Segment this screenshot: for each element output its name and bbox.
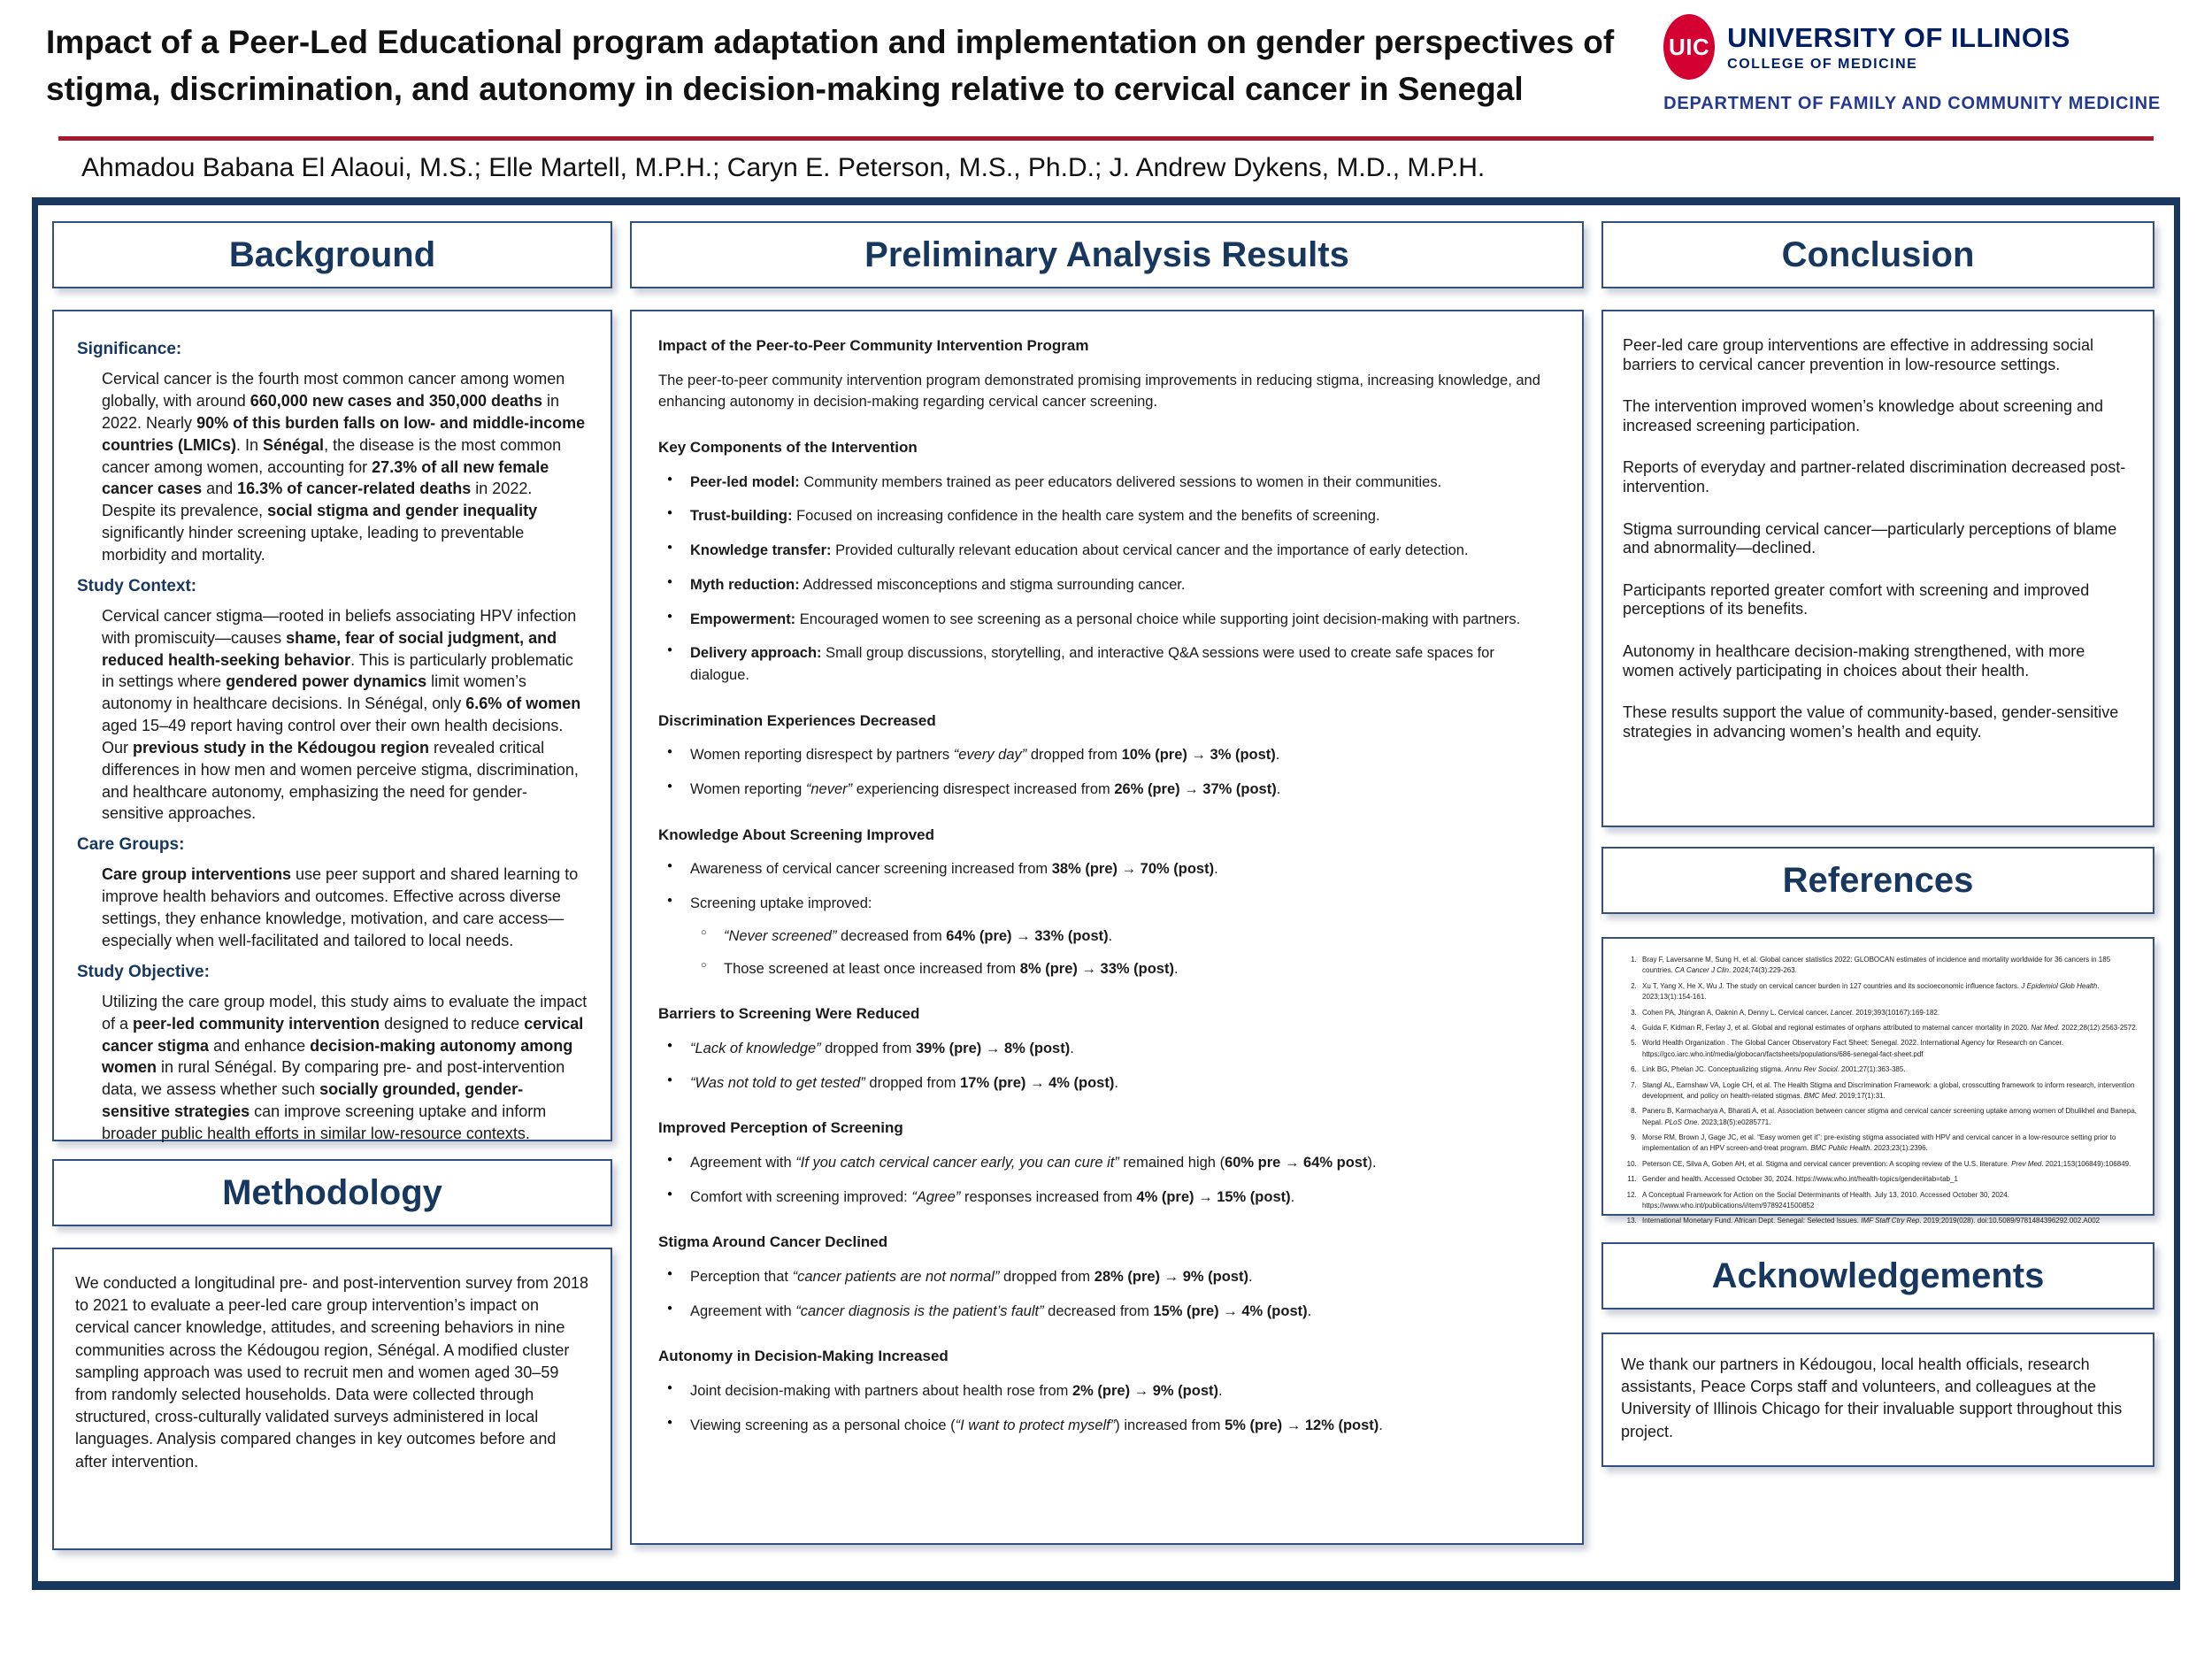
title-line-1: Impact of a Peer-Led Educational program adaptation and implementation on gender perspectives of <box>46 24 1615 60</box>
results-bullet-list <box>658 1266 1555 1323</box>
uic-logo-icon: UIC <box>1663 14 1715 80</box>
poster-header <box>0 0 2212 133</box>
results-section-heading: Stigma Around Cancer Declined <box>658 1233 888 1251</box>
results-bullet: ● Peer-led model: Community members trained as peer educators delivered sessions to women in their communities. <box>658 472 1555 494</box>
reference-item: 4. Guida F, Kidman R, Ferlay J, et al. Global and regional estimates of orphans attributed to maternal cancer mortality in 2020. Nat Med. 2022;28(12):2563-2572. <box>1639 1023 2140 1033</box>
results-bullet: ● Delivery approach: Small group discussions, storytelling, and interactive Q&A sessions were used to create safe spaces for dialogue. <box>658 642 1555 687</box>
title-divider-rule <box>58 136 2154 141</box>
results-bullet: ● Women reporting disrespect by partners “every day” dropped from 10% (pre) → 3% (post). <box>658 744 1555 766</box>
results-bullet: ● Myth reduction: Addressed misconceptions and stigma surrounding cancer. <box>658 574 1555 596</box>
reference-item: 10. Peterson CE, Silva A, Goben AH, et al. Stigma and cervical cancer prevention: A scoping review of the U.S. literature. Prev Med. 2021;153(106849):106849. <box>1639 1159 2140 1170</box>
background-paragraph: Cervical cancer stigma—rooted in beliefs associating HPV infection with promiscuity—causes shame, fear of social judgment, and reduced health-seeking behavior. This is particularly problematic in settings where gendered power dynamics limit women’s autonomy in healthcare decisions. In Sénégal, only 6.6% of women aged 15–49 report having control over their own health decisions. Our previous study in the Kédougou region revealed critical differences in how men and women perceive stigma, discrimination, and healthcare autonomy, emphasizing the need for gender-sensitive approaches. <box>102 606 581 823</box>
results-bullet: ● “Lack of knowledge” dropped from 39% (pre) → 8% (post). <box>658 1038 1555 1060</box>
reference-item: 8. Paneru B, Karmacharya A, Bharati A, et al. Association between cancer stigma and cervical cancer screening uptake among women of Dhulikhel and Banepa, Nepal. PLoS One. 2023;18(5):e0285771. <box>1639 1106 2140 1128</box>
background-subheading: Significance: <box>77 340 182 358</box>
conclusion-title: Conclusion <box>1781 234 1975 274</box>
logo-department-name: DEPARTMENT OF FAMILY AND COMMUNITY MEDICINE <box>1663 94 2161 113</box>
results-section-heading: Improved Perception of Screening <box>658 1119 903 1137</box>
results-bullet: ● Empowerment: Encouraged women to see screening as a personal choice while supporting joint decision-making with partners. <box>658 609 1555 631</box>
reference-item: 1. Bray F, Laversanne M, Sung H, et al. Global cancer statistics 2022: GLOBOCAN estimates of incidence and mortality worldwide for 36 cancers in 185 countries. CA Cancer J Clin. 2024;74(3):229-263. <box>1639 955 2140 977</box>
column-background <box>52 221 612 1550</box>
background-title: Background <box>228 234 436 274</box>
results-section <box>658 1002 1555 1094</box>
results-bullet: ● Trust-building: Focused on increasing confidence in the health care system and the benefits of screening. <box>658 505 1555 527</box>
acknowledgements-content-box <box>1601 1333 2154 1467</box>
results-sections <box>658 334 1555 1436</box>
results-bullet: ● Comfort with screening improved: “Agree” responses increased from 4% (pre) → 15% (post). <box>658 1187 1555 1209</box>
results-section <box>658 710 1555 801</box>
results-title: Preliminary Analysis Results <box>864 234 1349 274</box>
conclusion-paragraphs <box>1623 336 2133 741</box>
results-section-heading: Knowledge About Screening Improved <box>658 826 935 843</box>
conclusion-paragraph: Stigma surrounding cervical cancer—particularly perceptions of blame and abnormality—declined. <box>1623 519 2117 557</box>
conclusion-content-box <box>1601 310 2154 827</box>
results-bullet: ● Viewing screening as a personal choice (“I want to protect myself”) increased from 5% (pre) → 12% (post). <box>658 1415 1555 1437</box>
results-bullet: ● Perception that “cancer patients are not normal” dropped from 28% (pre) → 9% (post). <box>658 1266 1555 1288</box>
results-bullet: ● “Was not told to get tested” dropped from 17% (pre) → 4% (post). <box>658 1072 1555 1094</box>
acknowledgements-title: Acknowledgements <box>1711 1256 2045 1295</box>
reference-item: 11. Gender and health. Accessed October 30, 2024. https://www.who.int/health-topics/gender#tab=tab_1 <box>1639 1174 2140 1185</box>
references-header-box <box>1601 847 2154 914</box>
conclusion-paragraph: Peer-led care group interventions are effective in addressing social barriers to cervical cancer prevention in low-resource settings. <box>1623 336 2093 373</box>
reference-item: 9. Morse RM, Brown J, Gage JC, et al. “Easy women get it”: pre-existing stigma associated with HPV and cervical cancer in a low-resource setting prior to implementation of an HPV screen-and-treat program. BMC Public Health. 2023;23(1):2396. <box>1639 1133 2140 1155</box>
results-bullet: ● Knowledge transfer: Provided culturally relevant education about cervical cancer and the importance of early detection. <box>658 540 1555 562</box>
results-section <box>658 1231 1555 1322</box>
results-bullet: ● Awareness of cervical cancer screening increased from 38% (pre) → 70% (post). <box>658 858 1555 880</box>
logo-university-name: UNIVERSITY OF ILLINOIS <box>1727 21 2070 53</box>
results-bullet-list <box>658 1152 1555 1209</box>
background-blocks <box>77 338 588 1145</box>
results-bullet-list <box>658 1380 1555 1437</box>
methodology-title: Methodology <box>222 1172 442 1212</box>
acknowledgements-header-box <box>1601 1242 2154 1310</box>
conclusion-paragraph: Autonomy in healthcare decision-making strengthened, with more women actively participating in choices about their health. <box>1623 641 2085 680</box>
background-paragraph: Cervical cancer is the fourth most common cancer among women globally, with around 660,000 new cases and 350,000 deaths in 2022. Nearly 90% of this burden falls on low- and middle-income countries (LMICs). In Sénégal, the disease is the most common cancer among women, accounting for 27.3% of all new female cancer cases and 16.3% of cancer-related deaths in 2022. Despite its prevalence, social stigma and gender inequality significantly hinder screening uptake, leading to preventable morbidity and mortality. <box>102 370 586 564</box>
title-line-2: stigma, discrimination, and autonomy in decision-making relative to cervical cancer in Senegal <box>46 70 1524 107</box>
conclusion-paragraph: These results support the value of community-based, gender-sensitive strategies in advancing women’s health and equity. <box>1623 703 2119 741</box>
results-bullet-list <box>658 472 1555 687</box>
results-bullet-list <box>658 744 1555 801</box>
results-sub-bullet: ○ Those screened at least once increased from 8% (pre) → 33% (post). <box>690 958 1555 980</box>
conclusion-header-box <box>1601 221 2154 288</box>
conclusion-paragraph: Participants reported greater comfort with screening and improved perceptions of its benefits. <box>1623 580 2090 618</box>
results-bullet: ● Agreement with “cancer diagnosis is the patient’s fault” decreased from 15% (pre) → 4% (post). <box>658 1301 1555 1323</box>
reference-item: 5. World Health Organization . The Global Cancer Observatory Fact Sheet: Senegal. 2022. International Agency for Research on Cancer. https://gco.iarc.who.int/media/globocan/factsheets/populations/686-senegal-fact-sheet.pdf <box>1639 1038 2140 1060</box>
background-subheading: Care Groups: <box>77 835 185 855</box>
methodology-content-box <box>52 1248 612 1550</box>
results-section <box>658 824 1555 980</box>
conclusion-paragraph: Reports of everyday and partner-related discrimination decreased post-intervention. <box>1623 458 2126 495</box>
results-bullet: ● Agreement with “If you catch cervical cancer early, you can cure it” remained high (60% pre → 64% post). <box>658 1152 1555 1174</box>
uic-logo <box>1663 14 2161 114</box>
background-subheading: Study Context: <box>77 576 197 595</box>
references-title: References <box>1782 860 1974 900</box>
references-list <box>1612 955 2140 1227</box>
results-section <box>658 1345 1555 1436</box>
results-bullet-list <box>658 1038 1555 1094</box>
results-section <box>658 1117 1555 1208</box>
column-results <box>630 221 1584 1550</box>
conclusion-paragraph: The intervention improved women’s knowledge about screening and increased screening participation. <box>1623 397 2103 434</box>
acknowledgements-text: We thank our partners in Kédougou, local health officials, research assistants, Peace Corps staff and volunteers, and colleagues at the University of Illinois Chicago for their invaluable support throughout this project. <box>1621 1356 2123 1440</box>
reference-item: 2. Xu T, Yang X, He X, Wu J. The study on cervical cancer burden in 127 countries and its socioeconomic influence factors. J Epidemiol Glob Health. 2023;13(1):154-161. <box>1639 981 2140 1003</box>
background-paragraph: Utilizing the care group model, this study aims to evaluate the impact of a peer-led community intervention designed to reduce cervical cancer stigma and enhance decision-making autonomy among women in rural Sénégal. By comparing pre- and post-intervention data, we assess whether such socially grounded, gender-sensitive strategies can improve screening uptake and inform broader public health efforts in similar low-resource contexts. <box>102 992 588 1142</box>
background-paragraph: Care group interventions use peer support and shared learning to improve health behaviors and outcomes. Effective across diverse settings, they enhance knowledge, motivation, and care access—especially when well-facilitated and tailored to local needs. <box>102 865 579 949</box>
column-conclusion <box>1601 221 2154 1550</box>
results-section-heading: Barriers to Screening Were Reduced <box>658 1005 920 1023</box>
results-bullet-list <box>658 858 1555 979</box>
background-content-box <box>52 310 612 1141</box>
results-section-heading: Discrimination Experiences Decreased <box>658 711 936 729</box>
logo-college-name: COLLEGE OF MEDICINE <box>1727 56 1918 72</box>
methodology-text: We conducted a longitudinal pre- and post-intervention survey from 2018 to 2021 to evaluate a peer-led care group intervention’s impact on cervical cancer knowledge, attitudes, and screening behaviors in nine communities across the Kédougou region, Sénégal. A modified cluster sampling approach was used to recruit men and women aged 30–59 from randomly selected households. Data were collected through structured, cross-culturally validated surveys administered in local languages. Analysis compared changes in key outcomes before and after intervention. <box>75 1274 589 1471</box>
background-header-box <box>52 221 612 288</box>
results-section-heading: Key Components of the Intervention <box>658 439 918 456</box>
results-bullet: ● Screening uptake improved: ○ “Never screened” decreased from 64% (pre) → 33% (post). ○ Those screened at least once increased from 8% (pre) → 33% (post). <box>658 893 1555 979</box>
reference-item: 6. Link BG, Phelan JC. Conceptualizing stigma. Annu Rev Sociol. 2001;27(1):363-385. <box>1639 1064 2140 1075</box>
references-content-box <box>1601 937 2154 1225</box>
reference-item: 13. International Monetary Fund. African Dept. Senegal: Selected Issues. IMF Staff Ctry Rep. 2019;2019(028). doi:10.5089/9781484396292.002.A002 <box>1639 1216 2140 1226</box>
results-section <box>658 436 1555 687</box>
results-section <box>658 334 1555 413</box>
poster-body-frame <box>32 197 2180 1590</box>
background-subheading: Study Objective: <box>77 962 210 981</box>
reference-item: 12. A Conceptual Framework for Action on the Social Determinants of Health. July 13, 2010. Accessed October 30, 2024. https://www.who.int/publications/i/item/9789241500852 <box>1639 1190 2140 1212</box>
results-sub-bullet: ○ “Never screened” decreased from 64% (pre) → 33% (post). <box>690 926 1555 948</box>
results-bullet: ● Women reporting “never” experiencing disrespect increased from 26% (pre) → 37% (post). <box>658 779 1555 801</box>
results-section-heading: Impact of the Peer-to-Peer Community Intervention Program <box>658 337 1089 354</box>
results-bullet: ● Joint decision-making with partners about health rose from 2% (pre) → 9% (post). <box>658 1380 1555 1402</box>
results-sub-bullet-list <box>690 926 1555 980</box>
results-paragraph: The peer-to-peer community intervention program demonstrated promising improvements in reducing stigma, increasing knowledge, and enhancing autonomy in decision-making regarding cervical cancer screening. <box>658 372 1540 411</box>
results-content-box <box>630 310 1584 1545</box>
methodology-header-box <box>52 1159 612 1226</box>
results-header-box <box>630 221 1584 288</box>
results-section-heading: Autonomy in Decision-Making Increased <box>658 1348 949 1365</box>
authors-line: Ahmadou Babana El Alaoui, M.S.; Elle Martell, M.P.H.; Caryn E. Peterson, M.S., Ph.D.; J. Andrew Dykens, M.D., M.P.H. <box>81 153 1486 182</box>
reference-item: 3. Cohen PA, Jhingran A, Oaknin A, Denny L. Cervical cancer. Lancet. 2019;393(10167):169-182. <box>1639 1008 2140 1018</box>
reference-item: 7. Stangl AL, Earnshaw VA, Logie CH, et al. The Health Stigma and Discrimination Framework: a global, crosscutting framework to inform research, intervention development, and policy on health-related stigmas. BMC Med. 2019;17(1):31. <box>1639 1080 2140 1102</box>
